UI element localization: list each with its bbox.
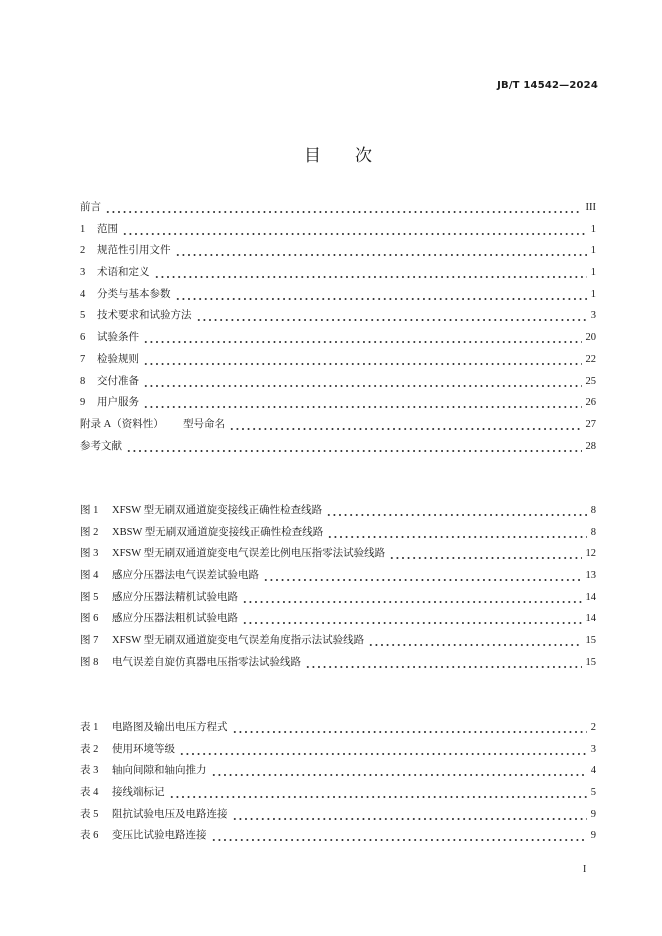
entry-number: 表 2 — [80, 743, 99, 755]
toc-entry — [80, 371, 596, 393]
dot-leader — [211, 760, 587, 782]
figure-entry — [80, 522, 596, 544]
dot-leader — [232, 804, 587, 826]
entry-page: III — [585, 202, 596, 213]
entry-number: 8 — [80, 375, 86, 387]
entry-title: XFSW 型无刷双通道旋变电气误差比例电压指零法试验线路 — [112, 548, 386, 560]
entry-title: 电路图及输出电压方程式 — [112, 722, 228, 733]
entry-number: 图 7 — [80, 635, 99, 647]
entry-number: 图 1 — [80, 505, 99, 516]
toc-entry — [80, 436, 596, 458]
entry-number: 图 4 — [80, 570, 99, 582]
dot-leader — [242, 587, 582, 609]
entry-title: 试验条件 — [97, 332, 139, 344]
entry-page: 5 — [590, 787, 596, 799]
table-entry — [80, 825, 596, 847]
dot-leader — [305, 652, 582, 674]
entry-number: 2 — [80, 245, 86, 257]
entry-title: 感应分压器法粗机试验电路 — [112, 613, 238, 625]
entry-page: 14 — [585, 591, 596, 603]
figure-entry — [80, 565, 596, 587]
entry-page: 25 — [585, 375, 596, 387]
entry-page: 22 — [585, 353, 596, 365]
dot-leader — [211, 825, 587, 847]
toc-entry — [80, 240, 596, 262]
entry-page: 12 — [585, 548, 596, 560]
page-title: 目 次 — [304, 146, 372, 166]
entry-number: 图 6 — [80, 613, 99, 625]
toc-entry — [80, 392, 596, 414]
entry-title: 检验规则 — [97, 353, 139, 365]
toc-entry — [80, 284, 596, 306]
entry-number: 6 — [80, 332, 86, 344]
toc-entry — [80, 219, 596, 241]
entry-title: 交付准备 — [97, 375, 139, 387]
figure-entry — [80, 543, 596, 565]
table-entry — [80, 739, 596, 761]
entry-number: 表 5 — [80, 808, 99, 820]
entry-title: 接线端标记 — [112, 787, 165, 799]
dot-leader — [368, 630, 581, 652]
entry-title: 用户服务 — [97, 397, 139, 409]
dot-leader — [242, 608, 582, 630]
entry-number: 表 1 — [80, 722, 99, 733]
contents-list — [80, 197, 596, 457]
entry-number: 5 — [80, 310, 86, 322]
entry-page: 14 — [585, 613, 596, 625]
tables-list — [80, 717, 596, 847]
entry-title: 阻抗试验电压及电路连接 — [112, 808, 228, 820]
dot-leader — [327, 522, 586, 544]
dot-leader — [196, 305, 587, 327]
entry-page: 28 — [585, 440, 596, 452]
entry-number: 1 — [80, 223, 86, 235]
entry-number: 图 5 — [80, 591, 99, 603]
entry-title: 变压比试验电路连接 — [112, 830, 207, 842]
dot-leader — [126, 436, 582, 458]
entry-number: 图 3 — [80, 548, 99, 560]
dot-leader — [169, 782, 587, 804]
entry-number: 表 4 — [80, 787, 99, 799]
entry-title: 技术要求和试验方法 — [97, 310, 192, 322]
dot-leader — [326, 500, 587, 522]
entry-number: 图 8 — [80, 656, 99, 668]
dot-leader — [229, 414, 582, 436]
toc-entry — [80, 305, 596, 327]
dot-leader — [389, 543, 581, 565]
entry-page: 1 — [590, 245, 596, 257]
table-entry — [80, 717, 596, 739]
entry-title: 使用环境等级 — [112, 743, 175, 755]
entry-title: 电气误差自旋仿真器电压指零法试验线路 — [112, 656, 301, 668]
entry-page: 8 — [590, 505, 596, 516]
entry-title: 分类与基本参数 — [97, 288, 171, 300]
entry-page: 8 — [590, 526, 596, 538]
entry-number: 图 2 — [80, 526, 99, 538]
entry-number: 附录 A（资料性） — [80, 418, 164, 430]
entry-title: 前言 — [80, 202, 101, 213]
entry-number: 表 6 — [80, 830, 99, 842]
table-entry — [80, 782, 596, 804]
entry-page: 4 — [590, 765, 596, 777]
entry-page: 15 — [585, 656, 596, 668]
entry-title: XBSW 型无刷双通道旋变接线正确性检查线路 — [112, 526, 324, 538]
entry-title: 感应分压器法精机试验电路 — [112, 591, 238, 603]
dot-leader — [175, 284, 587, 306]
entry-page: 2 — [590, 722, 596, 733]
entry-title: 感应分压器法电气误差试验电路 — [112, 570, 259, 582]
dot-leader — [143, 327, 582, 349]
entry-title: 型号命名 — [183, 418, 225, 430]
figure-entry — [80, 587, 596, 609]
toc-entry — [80, 414, 596, 436]
table-entry — [80, 760, 596, 782]
entry-title: 轴向间隙和轴向推力 — [112, 765, 207, 777]
document-number: JB/T 14542—2024 — [497, 80, 598, 91]
dot-leader — [263, 565, 582, 587]
entry-page: 3 — [590, 743, 596, 755]
figures-list — [80, 500, 596, 674]
dot-leader — [122, 219, 587, 241]
page-number: I — [583, 864, 587, 875]
entry-page: 1 — [590, 288, 596, 300]
entry-number: 7 — [80, 353, 86, 365]
toc-entry — [80, 262, 596, 284]
entry-title: 规范性引用文件 — [97, 245, 171, 257]
toc-entry — [80, 349, 596, 371]
entry-title: 术语和定义 — [97, 267, 150, 279]
toc-entry — [80, 197, 596, 219]
entry-number: 4 — [80, 288, 86, 300]
entry-page: 15 — [585, 635, 596, 647]
figure-entry — [80, 608, 596, 630]
entry-title: 范围 — [97, 223, 118, 235]
entry-page: 1 — [590, 267, 596, 279]
entry-title: XFSW 型无刷双通道旋变电气误差角度指示法试验线路 — [112, 635, 365, 647]
entry-page: 1 — [590, 223, 596, 235]
figure-entry — [80, 652, 596, 674]
dot-leader — [143, 349, 582, 371]
dot-leader — [175, 240, 587, 262]
dot-leader — [105, 197, 582, 219]
entry-page: 9 — [590, 808, 596, 820]
entry-page: 20 — [585, 332, 596, 344]
table-entry — [80, 804, 596, 826]
entry-page: 3 — [590, 310, 596, 322]
entry-number: 表 3 — [80, 765, 99, 777]
figure-entry — [80, 500, 596, 522]
figure-entry — [80, 630, 596, 652]
entry-title: 参考文献 — [80, 440, 122, 452]
dot-leader — [154, 262, 587, 284]
dot-leader — [232, 717, 587, 739]
dot-leader — [143, 371, 582, 393]
entry-number: 3 — [80, 267, 86, 279]
entry-page: 9 — [590, 830, 596, 842]
toc-entry — [80, 327, 596, 349]
entry-number: 9 — [80, 397, 86, 409]
entry-page: 27 — [585, 418, 596, 430]
dot-leader — [179, 739, 587, 761]
dot-leader — [143, 392, 582, 414]
entry-page: 13 — [585, 570, 596, 582]
entry-title: XFSW 型无刷双通道旋变接线正确性检查线路 — [112, 505, 323, 516]
entry-page: 26 — [585, 397, 596, 409]
